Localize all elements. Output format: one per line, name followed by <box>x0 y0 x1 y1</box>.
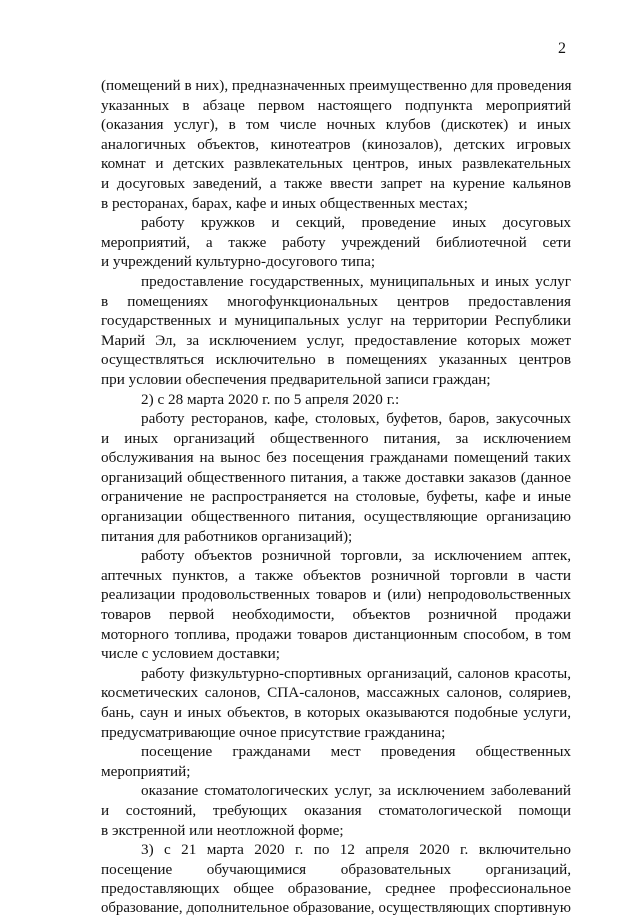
text-line: и состояний, требующих оказания стоматологической помощи <box>101 801 571 819</box>
document-body <box>101 76 571 919</box>
text-line: 3) с 21 марта 2020 г. по 12 апреля 2020 г. включительно <box>141 841 571 859</box>
text-line: 2) с 28 марта 2020 г. по 5 апреля 2020 г.: <box>141 390 400 408</box>
text-line: товаров первой необходимости, объектов розничной продажи <box>101 606 571 624</box>
text-line: ограничение не распространяется на столовые, буфеты, кафе и иные <box>101 488 571 506</box>
text-line: (оказания услуг), в том числе ночных клубов (дискотек) и иных <box>101 116 571 134</box>
text-line: мероприятий, а также работу учреждений библиотечной сети <box>101 233 571 251</box>
text-line: работу физкультурно-спортивных организаций, салонов красоты, <box>141 664 571 682</box>
text-line: обслуживания на вынос без посещения гражданами помещений таких <box>101 449 571 467</box>
text-line: питания для работников организаций); <box>101 527 353 545</box>
text-line: в ресторанах, барах, кафе и иных общественных местах; <box>101 194 468 212</box>
text-line: предоставляющих общее образование, среднее профессиональное <box>101 880 571 898</box>
text-line: комнат и детских развлекательных центров, иных развлекательных <box>101 155 571 173</box>
text-line: предоставление государственных, муниципальных и иных услуг <box>141 272 571 290</box>
text-line: реализации продовольственных товаров и (или) непродовольственных <box>101 586 571 604</box>
text-line: Марий Эл, за исключением услуг, предоставление которых может <box>101 331 571 349</box>
text-line: (помещений в них), предназначенных преимущественно для проведения <box>101 77 572 94</box>
text-line: организаций общественного питания, а также доставки заказов (данное <box>101 468 571 486</box>
text-line: и досуговых заведений, а также ввести запрет на курение кальянов <box>101 174 571 192</box>
text-line: аналогичных объектов, кинотеатров (кинозалов), детских игровых <box>101 135 571 153</box>
text-line: при условии обеспечения предварительной записи граждан; <box>101 370 491 388</box>
text-line: оказание стоматологических услуг, за исключением заболеваний <box>141 782 571 800</box>
text-line: организации общественного питания, осуществляющие организацию <box>101 508 571 526</box>
text-line: указанных в абзаце первом настоящего подпункта мероприятий <box>101 96 571 114</box>
text-line: косметических салонов, СПА-салонов, массажных салонов, соляриев, <box>101 684 571 702</box>
text-line: посещение обучающимися образовательных организаций, <box>101 860 571 878</box>
text-line: осуществляться исключительно в помещениях указанных центров <box>101 351 571 369</box>
text-line: предусматривающие очное присутствие гражданина; <box>101 723 446 741</box>
text-line: посещение гражданами мест проведения общественных <box>141 743 571 761</box>
text-line: работу объектов розничной торговли, за исключением аптек, <box>141 547 571 565</box>
text-line: государственных и муниципальных услуг на территории Республики <box>101 312 571 330</box>
text-line: образование, дополнительное образование, осуществляющих спортивную <box>101 899 571 916</box>
text-line: и учреждений культурно-досугового типа; <box>101 253 376 271</box>
text-line: мероприятий; <box>101 762 191 780</box>
text-line: и иных организаций общественного питания, за исключением <box>101 429 571 447</box>
text-line: в помещениях многофункциональных центров предоставления <box>101 292 571 310</box>
text-line: бань, саун и иных объектов, в которых оказываются подобные услуги, <box>101 704 571 721</box>
text-line: в экстренной или неотложной форме; <box>101 821 344 839</box>
text-line: аптечных пунктов, а также объектов розничной торговли в части <box>101 566 571 584</box>
text-line: работу ресторанов, кафе, столовых, буфетов, баров, закусочных <box>141 410 571 428</box>
text-line: моторного топлива, продажи товаров дистанционным способом, в том <box>101 625 571 643</box>
text-line: числе с условием доставки; <box>101 645 281 663</box>
page-number: 2 <box>558 40 566 57</box>
text-line: работу кружков и секций, проведение иных досуговых <box>141 214 571 232</box>
